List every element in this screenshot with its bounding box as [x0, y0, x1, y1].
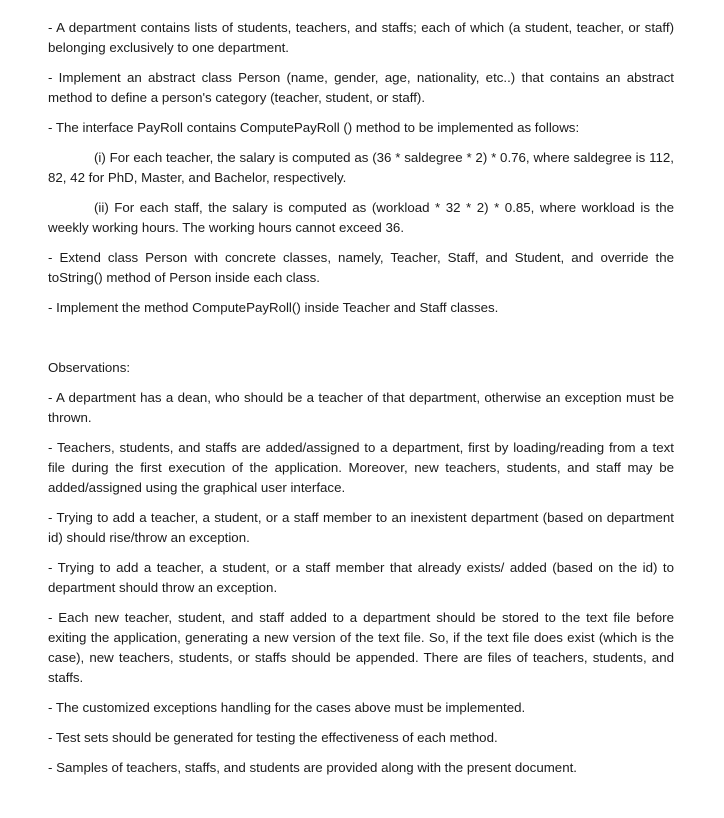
observation-test-sets: - Test sets should be generated for testing the effectiveness of each method. [48, 730, 498, 745]
requirement-department: - A department contains lists of students, teachers, and staffs; each of which (a student, teacher, or staff) belonging exclusively to one department. [48, 20, 674, 55]
requirement-payroll-interface: - The interface PayRoll contains ComputePayRoll () method to be implemented as follows: [48, 120, 580, 135]
observation-loading: - Teachers, students, and staffs are added/assigned to a department, first by loading/reading from a text file during the first execution of the application. Moreover, new teachers, students, and staff may be added/assigned using the graphical user interface. [48, 440, 674, 495]
observation-dean: - A department has a dean, who should be a teacher of that department, otherwise an exception must be thrown. [48, 390, 674, 425]
observations-heading: Observations: [48, 360, 131, 375]
requirement-teacher-salary: (i) For each teacher, the salary is computed as (36 * saldegree * 2) * 0.76, where saldegree is 112, 82, 42 for PhD, Master, and Bachelor, respectively. [48, 150, 674, 185]
observation-inexistent-department: - Trying to add a teacher, a student, or a staff member to an inexistent department (based on department id) should rise/throw an exception. [48, 510, 674, 545]
observation-text-file-storage: - Each new teacher, student, and staff added to a department should be stored to the text file before exiting the application, generating a new version of the text file. So, if the text file does exist (which is the case), new teachers, students, or staffs should be appended. There are files of teachers, students, and staffs. [48, 610, 674, 685]
observation-samples: - Samples of teachers, staffs, and students are provided along with the present document. [48, 760, 577, 775]
observation-duplicate-member: - Trying to add a teacher, a student, or a staff member that already exists/ added (based on the id) to department should throw an exception. [48, 560, 674, 595]
requirement-compute-payroll: - Implement the method ComputePayRoll() inside Teacher and Staff classes. [48, 300, 499, 315]
requirement-extend-person: - Extend class Person with concrete classes, namely, Teacher, Staff, and Student, and override the toString() method of Person inside each class. [48, 250, 674, 285]
observation-custom-exceptions: - The customized exceptions handling for the cases above must be implemented. [48, 700, 526, 715]
requirement-person-class: - Implement an abstract class Person (name, gender, age, nationality, etc..) that contains an abstract method to define a person's category (teacher, student, or staff). [48, 70, 674, 105]
document-page [48, 18, 674, 778]
requirement-staff-salary: (ii) For each staff, the salary is computed as (workload * 32 * 2) * 0.85, where workload is the weekly working hours. The working hours cannot exceed 36. [48, 200, 674, 235]
